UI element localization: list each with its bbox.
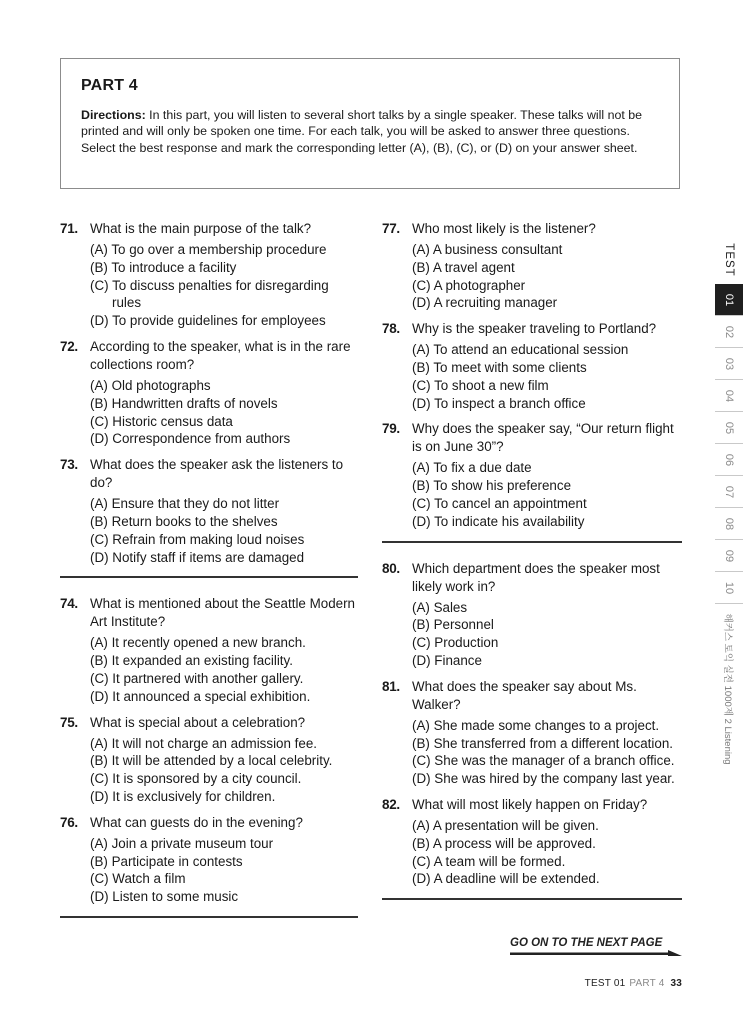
question-text: Why is the speaker traveling to Portland? bbox=[412, 321, 657, 337]
answer-option: (C) To discuss penalties for disregarding rules bbox=[90, 277, 329, 311]
answer-option: (B) Participate in contests bbox=[90, 853, 243, 869]
question-text: What does the speaker say about Ms. Walker? bbox=[412, 678, 637, 712]
answer-option: (D) To indicate his availability bbox=[412, 513, 585, 529]
answer-option: (A) A presentation will be given. bbox=[412, 817, 599, 833]
answer-option: (D) It announced a special exhibition. bbox=[90, 688, 311, 704]
answer-option: (D) Finance bbox=[412, 652, 482, 668]
sidebar-tab-06: 06 bbox=[715, 443, 743, 475]
test-sidebar bbox=[715, 236, 743, 774]
question-78 bbox=[382, 320, 682, 412]
answer-option: (D) To inspect a branch office bbox=[412, 395, 586, 411]
sidebar-book-title: 해커스 토익 실전 1000제 2 Listening bbox=[715, 603, 743, 774]
question-80 bbox=[382, 560, 682, 670]
answer-option: (A) It recently opened a new branch. bbox=[90, 635, 306, 651]
answer-option: (A) Old photographs bbox=[90, 377, 211, 393]
directions-body: In this part, you will listen to several short talks by a single speaker. These talks will not be printed and will only be spoken one time. For each talk, you will be asked to answer three questions. Select the best response and mark the corresponding letter (A), (B), (C), or (D) on your answer sheet. bbox=[81, 108, 643, 155]
question-72 bbox=[60, 338, 358, 448]
page-footer bbox=[585, 978, 682, 989]
answer-option: (B) To introduce a facility bbox=[90, 259, 237, 275]
question-number: 79. bbox=[382, 421, 400, 437]
answer-option: (B) Handwritten drafts of novels bbox=[90, 395, 278, 411]
question-number: 71. bbox=[60, 221, 78, 236]
footer-part: PART 4 bbox=[629, 978, 665, 989]
question-text: What will most likely happen on Friday? bbox=[412, 796, 648, 812]
sidebar-tab-01: 01 bbox=[715, 284, 743, 315]
question-text: What does the speaker ask the listeners to do? bbox=[90, 457, 344, 491]
question-number: 78. bbox=[382, 321, 400, 337]
answer-option: (B) To show his preference bbox=[412, 478, 572, 494]
answer-options bbox=[412, 817, 682, 888]
question-82 bbox=[382, 796, 682, 888]
question-74 bbox=[60, 595, 358, 705]
question-text: Who most likely is the listener? bbox=[412, 221, 596, 236]
answer-option: (D) A deadline will be extended. bbox=[412, 871, 600, 887]
answer-options bbox=[90, 495, 358, 566]
question-number: 74. bbox=[60, 596, 78, 612]
question-text: What is special about a celebration? bbox=[90, 714, 306, 730]
section-divider bbox=[382, 541, 682, 543]
question-79 bbox=[382, 420, 682, 530]
sidebar-tab-07: 07 bbox=[715, 475, 743, 507]
question-number: 76. bbox=[60, 814, 78, 830]
go-on-text: GO ON TO THE NEXT PAGE bbox=[510, 937, 663, 949]
answer-option: (B) Return books to the shelves bbox=[90, 513, 278, 529]
directions-box bbox=[60, 58, 680, 189]
answer-option: (C) It partnered with another gallery. bbox=[90, 670, 304, 686]
answer-option: (C) Production bbox=[412, 635, 499, 651]
sidebar-tab-08: 08 bbox=[715, 507, 743, 539]
question-text: What is mentioned about the Seattle Modern Art Institute? bbox=[90, 596, 355, 630]
answer-option: (D) She was hired by the company last year. bbox=[412, 771, 675, 787]
sidebar-tab-03: 03 bbox=[715, 347, 743, 379]
question-text: Why does the speaker say, “Our return flight is on June 30”? bbox=[412, 421, 674, 455]
sidebar-tab-05: 05 bbox=[715, 411, 743, 443]
question-number: 81. bbox=[382, 678, 400, 694]
question-number: 82. bbox=[382, 796, 400, 812]
answer-option: (A) To fix a due date bbox=[412, 460, 532, 476]
answer-options bbox=[90, 377, 358, 448]
question-73 bbox=[60, 456, 358, 566]
answer-option: (B) A process will be approved. bbox=[412, 835, 596, 851]
arrow-right-icon bbox=[510, 950, 682, 957]
answer-options bbox=[412, 341, 682, 412]
answer-options bbox=[90, 835, 358, 906]
answer-option: (C) To cancel an appointment bbox=[412, 495, 587, 511]
part-title: PART 4 bbox=[81, 77, 138, 94]
answer-option: (D) To provide guidelines for employees bbox=[90, 313, 326, 329]
page-number: 33 bbox=[670, 978, 682, 989]
right-column bbox=[382, 220, 682, 917]
answer-option: (B) To meet with some clients bbox=[412, 359, 587, 375]
footer-test: TEST 01 bbox=[584, 978, 626, 989]
question-76 bbox=[60, 814, 358, 906]
question-number: 77. bbox=[382, 221, 400, 236]
question-75 bbox=[60, 714, 358, 806]
answer-option: (C) A photographer bbox=[412, 277, 526, 293]
answer-options bbox=[412, 717, 682, 788]
answer-options bbox=[90, 634, 358, 705]
answer-option: (C) Historic census data bbox=[90, 413, 233, 429]
answer-option: (A) To attend an educational session bbox=[412, 342, 629, 358]
go-on-next-page bbox=[510, 937, 682, 957]
answer-option: (A) She made some changes to a project. bbox=[412, 717, 660, 733]
question-number: 73. bbox=[60, 457, 78, 473]
answer-option: (D) It is exclusively for children. bbox=[90, 788, 276, 804]
answer-option: (A) Join a private museum tour bbox=[90, 835, 274, 851]
question-number: 80. bbox=[382, 560, 400, 576]
question-text: What can guests do in the evening? bbox=[90, 814, 303, 830]
answer-option: (C) It is sponsored by a city council. bbox=[90, 771, 302, 787]
answer-option: (B) It expanded an existing facility. bbox=[90, 653, 293, 669]
answer-option: (D) Listen to some music bbox=[90, 889, 239, 905]
answer-option: (C) To shoot a new film bbox=[412, 377, 549, 393]
answer-option: (A) Ensure that they do not litter bbox=[90, 496, 280, 512]
answer-option: (B) Personnel bbox=[412, 617, 494, 633]
sidebar-tab-04: 04 bbox=[715, 379, 743, 411]
answer-option: (A) Sales bbox=[412, 599, 468, 615]
left-column bbox=[60, 220, 358, 935]
answer-options bbox=[412, 459, 682, 530]
sidebar-tab-02: 02 bbox=[715, 315, 743, 347]
answer-option: (C) Refrain from making loud noises bbox=[90, 531, 305, 547]
sidebar-tab-09: 09 bbox=[715, 539, 743, 571]
question-number: 75. bbox=[60, 714, 78, 730]
directions-text bbox=[81, 107, 659, 156]
answer-option: (A) To go over a membership procedure bbox=[90, 242, 327, 257]
answer-options bbox=[412, 599, 682, 670]
question-text: According to the speaker, what is in the rare collections room? bbox=[90, 338, 351, 372]
answer-option: (B) A travel agent bbox=[412, 259, 515, 275]
answer-option: (D) A recruiting manager bbox=[412, 295, 558, 311]
question-71 bbox=[60, 220, 358, 330]
question-77 bbox=[382, 220, 682, 312]
answer-option: (C) She was the manager of a branch office. bbox=[412, 753, 675, 769]
answer-option: (B) She transferred from a different location. bbox=[412, 735, 673, 751]
question-text: Which department does the speaker most likely work in? bbox=[412, 560, 660, 594]
section-divider bbox=[60, 576, 358, 578]
answer-option: (A) It will not charge an admission fee. bbox=[90, 735, 318, 751]
answer-option: (C) Watch a film bbox=[90, 871, 186, 887]
directions-label: Directions: bbox=[81, 108, 146, 122]
section-divider bbox=[382, 898, 682, 900]
question-text: What is the main purpose of the talk? bbox=[90, 221, 312, 236]
answer-option: (B) It will be attended by a local celebrity. bbox=[90, 753, 333, 769]
sidebar-test-label: TEST bbox=[723, 243, 735, 277]
question-number: 72. bbox=[60, 338, 78, 354]
answer-options bbox=[412, 241, 682, 312]
answer-option: (A) A business consultant bbox=[412, 242, 563, 257]
answer-options bbox=[90, 735, 358, 806]
answer-option: (C) A team will be formed. bbox=[412, 853, 566, 869]
answer-option: (D) Correspondence from authors bbox=[90, 431, 291, 447]
question-81 bbox=[382, 678, 682, 788]
answer-options bbox=[90, 241, 358, 330]
sidebar-tab-10: 10 bbox=[715, 571, 743, 603]
answer-option: (D) Notify staff if items are damaged bbox=[90, 549, 305, 565]
section-divider bbox=[60, 916, 358, 918]
